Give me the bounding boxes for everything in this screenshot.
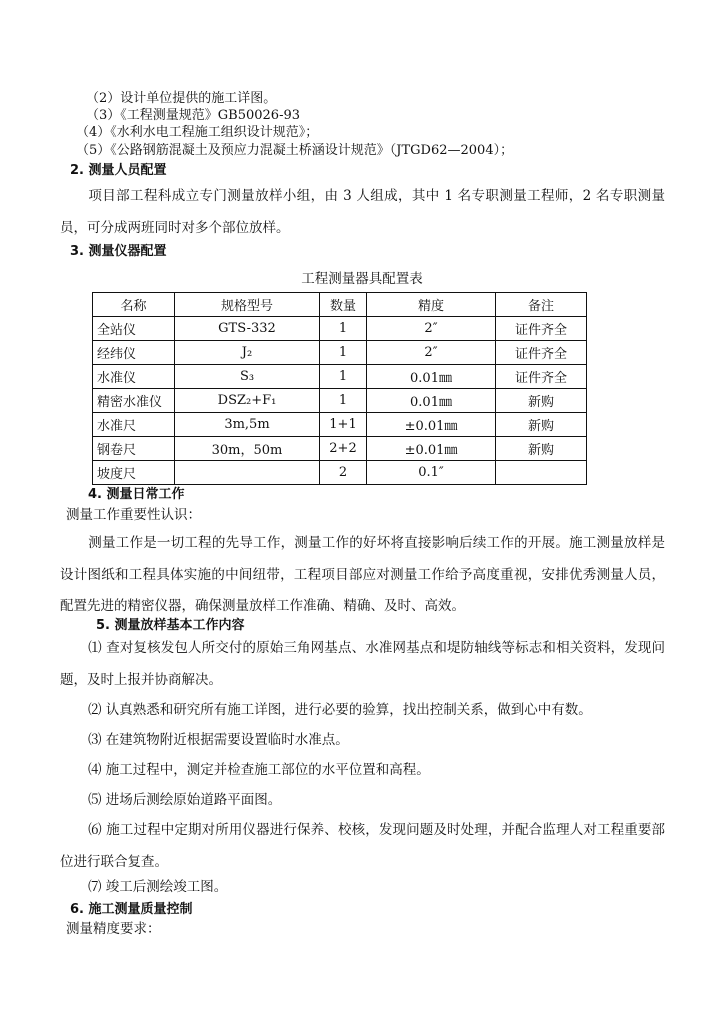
list-item — [60, 755, 665, 787]
reference-item: （2）设计单位提供的施工详图。 — [86, 91, 277, 106]
table-header-row — [93, 293, 587, 317]
list-item-text: ⑴ 查对复核发包人所交付的原始三角网基点、水准网基点和堤防轴线等标志和相关资料，发现问题，及时上报并协商解决。 — [60, 640, 665, 688]
table-cell: 1 — [320, 389, 367, 413]
table-row — [93, 413, 587, 437]
table-cell — [175, 461, 320, 485]
table-cell: 1 — [320, 341, 367, 365]
table-row — [93, 461, 587, 485]
list-item — [60, 815, 665, 878]
table-cell: DSZ₂+F₁ — [175, 389, 320, 413]
table-cell: 2+2 — [320, 437, 367, 461]
table-cell: 0.01㎜ — [367, 389, 496, 413]
table-cell: 水准仪 — [93, 365, 175, 389]
table-cell: 全站仪 — [93, 317, 175, 341]
table-cell: 新购 — [496, 437, 587, 461]
list-item-text: ⑹ 施工过程中定期对所用仪器进行保养、校核，发现问题及时处理，并配合监理人对工程重要部位进行联合复查。 — [60, 822, 665, 870]
list-item-text: ⑵ 认真熟悉和研究所有施工详图，进行必要的验算，找出控制关系，做到心中有数。 — [88, 702, 592, 718]
column-header: 规格型号 — [175, 293, 320, 317]
table-cell: 新购 — [496, 413, 587, 437]
table-cell: J₂ — [175, 341, 320, 365]
table-row — [93, 389, 587, 413]
table-cell: 经纬仪 — [93, 341, 175, 365]
list-item-text: ⑷ 施工过程中，测定并检查施工部位的水平位置和高程。 — [88, 762, 430, 778]
table-cell: GTS-332 — [175, 317, 320, 341]
table-cell: 精密水准仪 — [93, 389, 175, 413]
list-item — [60, 725, 665, 757]
table-cell: 水准尺 — [93, 413, 175, 437]
table-cell: 2″ — [367, 341, 496, 365]
table-cell: 3m,5m — [175, 413, 320, 437]
column-header: 数量 — [320, 293, 367, 317]
table-cell: 钢卷尺 — [93, 437, 175, 461]
section-heading: 4. 测量日常工作 — [88, 487, 185, 502]
section-heading: 5. 测量放样基本工作内容 — [96, 618, 245, 633]
table-cell: 坡度尺 — [93, 461, 175, 485]
table-cell: 0.1″ — [367, 461, 496, 485]
section-heading: 2. 测量人员配置 — [70, 163, 167, 178]
section-subheading: 测量精度要求： — [66, 921, 161, 937]
table-cell: ±0.01㎜ — [367, 413, 496, 437]
column-header: 备注 — [496, 293, 587, 317]
section-paragraph — [60, 528, 665, 623]
table-cell: S₃ — [175, 365, 320, 389]
list-item-text: ⑸ 进场后测绘原始道路平面图。 — [88, 792, 282, 808]
table-cell: 证件齐全 — [496, 317, 587, 341]
table-cell: 0.01㎜ — [367, 365, 496, 389]
table-cell: 2″ — [367, 317, 496, 341]
list-item-text: ⑶ 在建筑物附近根据需要设置临时水准点。 — [88, 732, 349, 748]
list-item — [60, 872, 665, 904]
paragraph-text: 测量工作是一切工程的先导工作，测量工作的好坏将直接影响后续工作的开展。施工测量放样是设计图纸和工程具体实施的中间纽带，工程项目部应对测量工作给予高度重视，安排优秀测量人员，配置先进的精密仪器，确保测量放样工作准确、精确、及时、高效。 — [60, 535, 665, 614]
section-paragraph — [60, 181, 665, 244]
table-cell: 2 — [320, 461, 367, 485]
table-cell: 30m，50m — [175, 437, 320, 461]
reference-item: （3）《工程测量规范》GB50026-93 — [86, 108, 300, 123]
table-row — [93, 365, 587, 389]
reference-item: （5）《公路钢筋混凝土及预应力混凝土桥涵设计规范》（JTGD62—2004）； — [76, 143, 514, 158]
table-cell: 1+1 — [320, 413, 367, 437]
section-heading: 3. 测量仪器配置 — [70, 244, 167, 259]
table-cell: 1 — [320, 365, 367, 389]
table-cell: 证件齐全 — [496, 365, 587, 389]
section-subheading: 测量工作重要性认识： — [66, 507, 201, 523]
table-row — [93, 341, 587, 365]
column-header: 名称 — [93, 293, 175, 317]
list-item-text: ⑺ 竣工后测绘竣工图。 — [88, 879, 228, 895]
table-cell: 证件齐全 — [496, 341, 587, 365]
table-cell: 1 — [320, 317, 367, 341]
table-row — [93, 437, 587, 461]
table-cell: ±0.01㎜ — [367, 437, 496, 461]
table-row — [93, 317, 587, 341]
table-cell: 新购 — [496, 389, 587, 413]
table-caption: 工程测量器具配置表 — [301, 271, 423, 287]
list-item — [60, 633, 665, 696]
list-item — [60, 785, 665, 817]
column-header: 精度 — [367, 293, 496, 317]
section-heading: 6. 施工测量质量控制 — [70, 902, 193, 917]
list-item — [60, 695, 665, 727]
table-cell — [496, 461, 587, 485]
equipment-table — [92, 292, 587, 485]
paragraph-text: 项目部工程科成立专门测量放样小组，由 3 人组成，其中 1 名专职测量工程师，2 名专职测量员，可分成两班同时对多个部位放样。 — [60, 188, 665, 236]
reference-item: （4）《水利水电工程施工组织设计规范》； — [76, 125, 319, 140]
